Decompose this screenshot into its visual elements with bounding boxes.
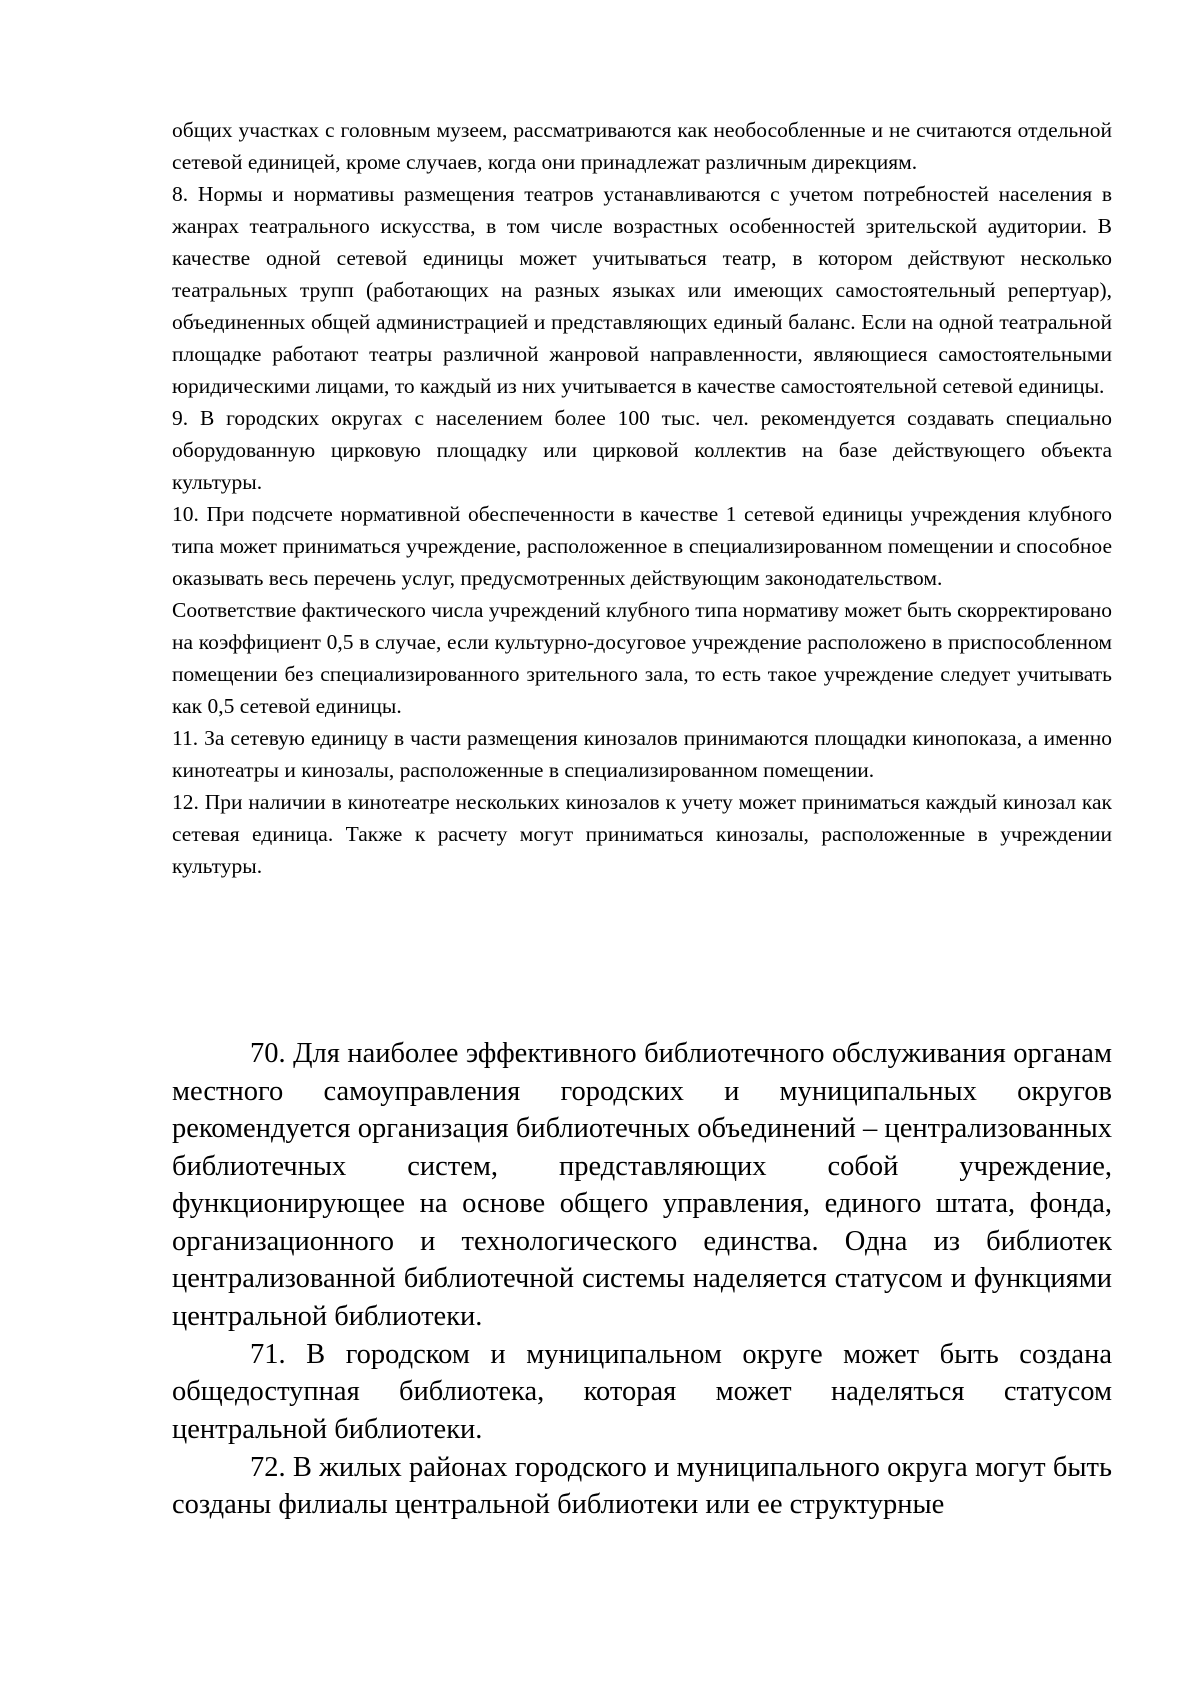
paragraph-72: 72. В жилых районах городского и муниципального округа могут быть созданы филиалы центральной библиотеки или ее структурные bbox=[172, 1451, 1112, 1520]
paragraph-71: 71. В городском и муниципальном округе может быть создана общедоступная библиотека, которая может наделяться статусом центральной библиотеки. bbox=[172, 1338, 1112, 1445]
note-paragraph: 10. При подсчете нормативной обеспеченности в качестве 1 сетевой единицы учреждения клубного типа может приниматься учреждение, расположенное в специализированном помещении и способное оказывать весь перечень услуг, предусмотренных действующим законодательством. bbox=[172, 502, 1112, 590]
note-paragraph: 9. В городских округах с населением более 100 тыс. чел. рекомендуется создавать специально оборудованную цирковую площадку или цирковой коллектив на базе действующего объекта культуры. bbox=[172, 406, 1112, 494]
main-text-section bbox=[172, 1035, 1112, 1524]
paragraph-70: 70. Для наиболее эффективного библиотечного обслуживания органам местного самоуправления городских и муниципальных округов рекомендуется организация библиотечных объединений – централизованных библиотечных систем, представляющих собой учреждение, функционирующее на основе общего управления, единого штата, фонда, организационного и технологического единства. Одна из библиотек централизованной библиотечной системы наделяется статусом и функциями центральной библиотеки. bbox=[172, 1038, 1112, 1332]
note-paragraph: общих участках с головным музеем, рассматриваются как необособленные и не считаются отдельной сетевой единицей, кроме случаев, когда они принадлежат различным дирекциям. bbox=[172, 118, 1112, 174]
notes-section bbox=[172, 114, 1112, 882]
note-paragraph: 11. За сетевую единицу в части размещения кинозалов принимаются площадки кинопоказа, а именно кинотеатры и кинозалы, расположенные в специализированном помещении. bbox=[172, 726, 1112, 782]
note-paragraph: 12. При наличии в кинотеатре нескольких кинозалов к учету может приниматься каждый кинозал как сетевая единица. Также к расчету могут приниматься кинозалы, расположенные в учреждении культуры. bbox=[172, 790, 1112, 878]
note-paragraph: Соответствие фактического числа учреждений клубного типа нормативу может быть скорректировано на коэффициент 0,5 в случае, если культурно-досуговое учреждение расположено в приспособленном помещении без специализированного зрительного зала, то есть такое учреждение следует учитывать как 0,5 сетевой единицы. bbox=[172, 598, 1112, 718]
note-paragraph: 8. Нормы и нормативы размещения театров устанавливаются с учетом потребностей населения в жанрах театрального искусства, в том числе возрастных особенностей зрительской аудитории. В качестве одной сетевой единицы может учитываться театр, в котором действуют несколько театральных трупп (работающих на разных языках или имеющих самостоятельный репертуар), объединенных общей администрацией и представляющих единый баланс. Если на одной театральной площадке работают театры различной жанровой направленности, являющиеся самостоятельными юридическими лицами, то каждый из них учитывается в качестве самостоятельной сетевой единицы. bbox=[172, 182, 1112, 398]
